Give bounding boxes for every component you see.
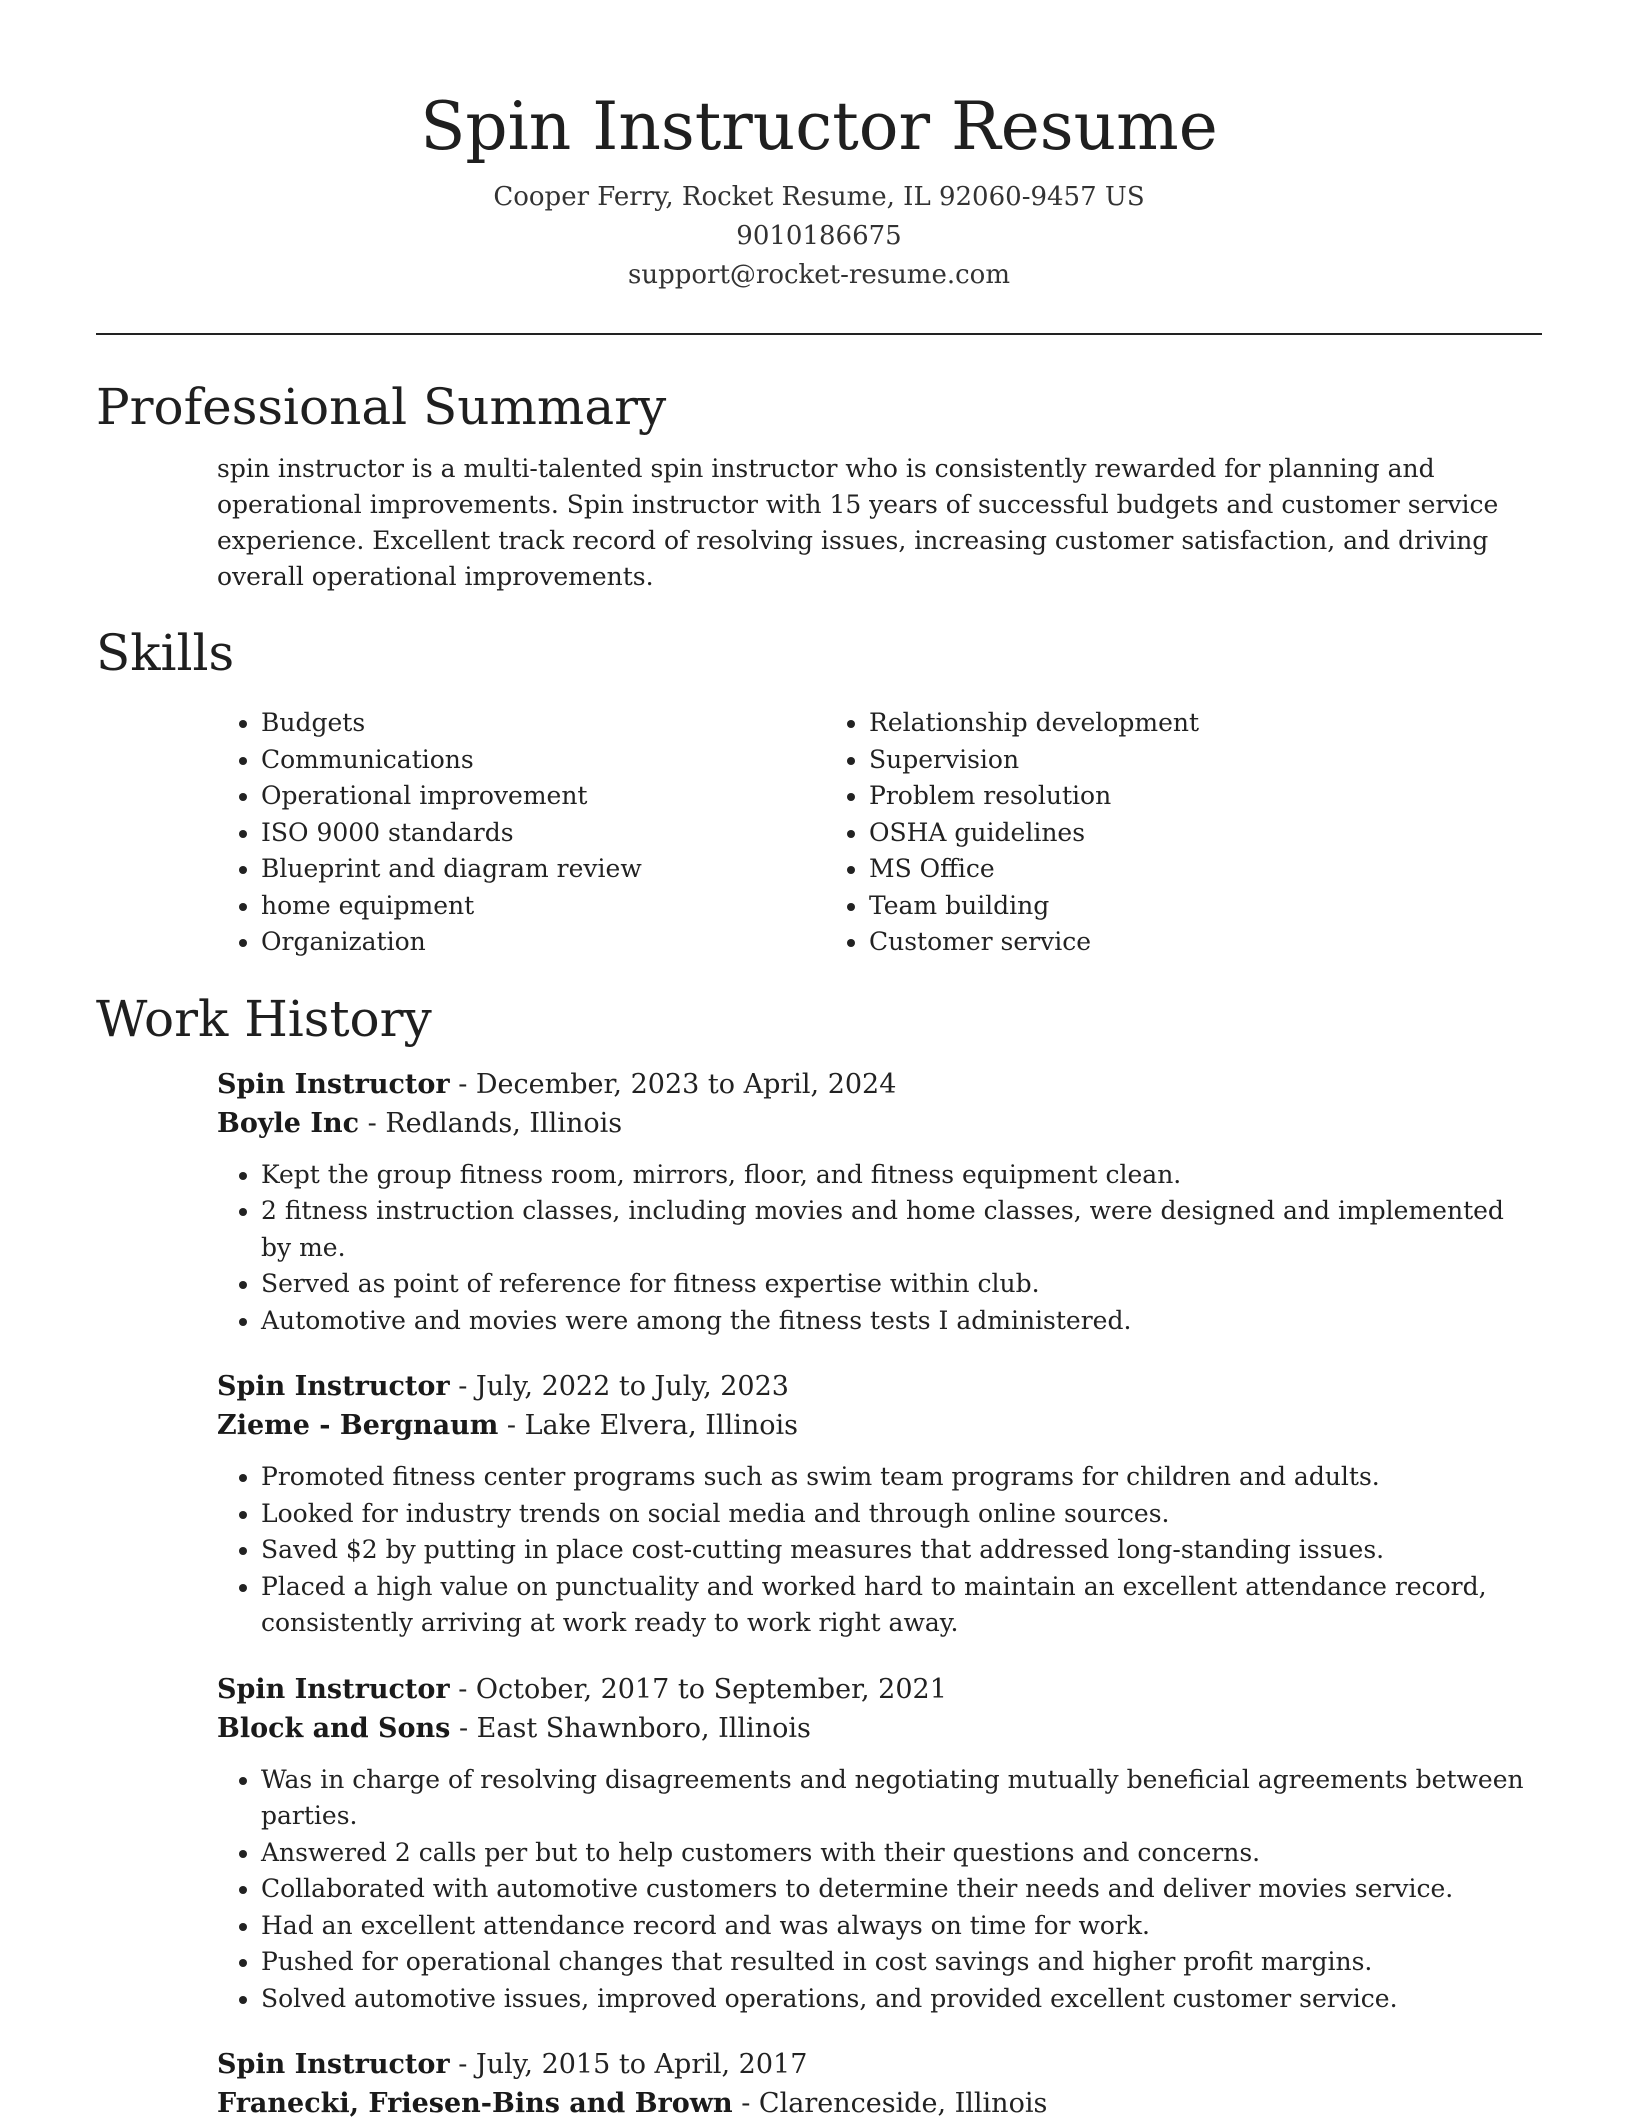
job-dates: - July, 2015 to April, 2017 xyxy=(449,2049,808,2080)
resume-title: Spin Instructor Resume xyxy=(420,88,1218,165)
job-company: Boyle Inc xyxy=(217,1107,360,1139)
job-role: Spin Instructor xyxy=(217,1673,450,1705)
skill-item: • Budgets xyxy=(261,705,825,742)
job-location: - Lake Elvera, Illinois xyxy=(498,1410,799,1441)
summary-heading: Professional Summary xyxy=(96,378,667,436)
job-company: Zieme - Bergnaum xyxy=(217,1410,499,1441)
job-bullet: • Placed a high value on punctuality and worked hard to maintain an excellent attendance record, consistently arriving at work ready to work right away. xyxy=(261,1569,1537,1642)
skills-column-left xyxy=(217,705,825,961)
contact-block xyxy=(96,178,1542,295)
job-bullet: • Collaborated with automotive customers to determine their needs and deliver movies service. xyxy=(261,1871,1537,1908)
job-dates: - December, 2023 to April, 2024 xyxy=(449,1068,897,1100)
summary-text: spin instructor is a multi-talented spin instructor who is consistently rewarded for planning and operational improvements. Spin instructor with 15 years of successful budgets and customer service experience. Excellent track record of resolving issues, increasing customer satisfaction, and driving overall operational improvements. xyxy=(217,454,1499,591)
skills-heading: Skills xyxy=(96,624,235,682)
job-role: Spin Instructor xyxy=(217,2049,450,2080)
job-title-line xyxy=(217,1367,1537,1406)
job-role: Spin Instructor xyxy=(217,1371,450,1402)
job-location: - East Shawnboro, Illinois xyxy=(450,1712,811,1744)
job-bullets xyxy=(217,1762,1537,2018)
header-divider xyxy=(96,333,1542,335)
job-bullet: • Automotive and movies were among the fitness tests I administered. xyxy=(261,1303,1537,1340)
skill-item: • Relationship development xyxy=(869,705,1425,742)
skill-item: • ISO 9000 standards xyxy=(261,815,825,852)
job-entry xyxy=(217,1670,1537,2018)
job-bullet: • Served as point of reference for fitness expertise within club. xyxy=(261,1266,1537,1303)
job-title-line xyxy=(217,2045,1537,2084)
job-bullet: • Had an excellent attendance record and was always on time for work. xyxy=(261,1908,1537,1945)
job-dates: - July, 2022 to July, 2023 xyxy=(449,1371,789,1402)
contact-email: support@rocket-resume.com xyxy=(627,260,1010,290)
job-role: Spin Instructor xyxy=(217,1068,450,1100)
skills-column-right xyxy=(825,705,1425,961)
job-company-line xyxy=(217,2084,1537,2123)
skill-item: • Operational improvement xyxy=(261,778,825,815)
job-entry xyxy=(217,1367,1537,1642)
job-company: Block and Sons xyxy=(217,1712,451,1744)
resume-page xyxy=(96,0,1542,2123)
job-bullet: • 2 fitness instruction classes, including movies and home classes, were designed and implemented by me. xyxy=(261,1193,1537,1266)
skill-item: • Team building xyxy=(869,888,1425,925)
job-title-line xyxy=(217,1670,1537,1709)
job-bullet: • Saved $2 by putting in place cost-cutting measures that addressed long-standing issues. xyxy=(261,1532,1537,1569)
job-bullet: • Looked for industry trends on social media and through online sources. xyxy=(261,1496,1537,1533)
contact-address: Cooper Ferry, Rocket Resume, IL 92060-9457 US xyxy=(493,182,1145,212)
job-bullets xyxy=(217,1157,1537,1340)
skills-grid xyxy=(217,705,1542,961)
skill-item: • Problem resolution xyxy=(869,778,1425,815)
job-bullets xyxy=(217,1459,1537,1642)
skill-item: • MS Office xyxy=(869,851,1425,888)
job-bullet: • Solved automotive issues, improved operations, and provided excellent customer service. xyxy=(261,1981,1537,2018)
skill-item: • OSHA guidelines xyxy=(869,815,1425,852)
work-history-heading: Work History xyxy=(96,989,432,1048)
skill-item: • Supervision xyxy=(869,742,1425,779)
skill-item: • Blueprint and diagram review xyxy=(261,851,825,888)
job-company: Franecki, Friesen-Bins and Brown xyxy=(217,2088,733,2119)
resume-header xyxy=(96,0,1542,295)
job-company-line xyxy=(217,1709,1537,1748)
job-entry xyxy=(217,1065,1537,1340)
job-entry xyxy=(217,2045,1537,2123)
contact-phone: 9010186675 xyxy=(736,221,902,251)
job-company-line xyxy=(217,1406,1537,1445)
job-bullet: • Pushed for operational changes that resulted in cost savings and higher profit margins. xyxy=(261,1944,1537,1981)
job-dates: - October, 2017 to September, 2021 xyxy=(449,1673,947,1705)
job-bullet: • Kept the group fitness room, mirrors, floor, and fitness equipment clean. xyxy=(261,1157,1537,1194)
job-location: - Clarenceside, Illinois xyxy=(732,2088,1048,2119)
skill-item: • home equipment xyxy=(261,888,825,925)
job-location: - Redlands, Illinois xyxy=(359,1107,623,1139)
job-bullet: • Promoted fitness center programs such as swim team programs for children and adults. xyxy=(261,1459,1537,1496)
job-bullet: • Was in charge of resolving disagreements and negotiating mutually beneficial agreements between parties. xyxy=(261,1762,1537,1835)
skill-item: • Customer service xyxy=(869,924,1425,961)
skill-item: • Communications xyxy=(261,742,825,779)
job-company-line xyxy=(217,1104,1537,1143)
job-title-line xyxy=(217,1065,1537,1104)
job-bullet: • Answered 2 calls per but to help customers with their questions and concerns. xyxy=(261,1835,1537,1872)
skill-item: • Organization xyxy=(261,924,825,961)
